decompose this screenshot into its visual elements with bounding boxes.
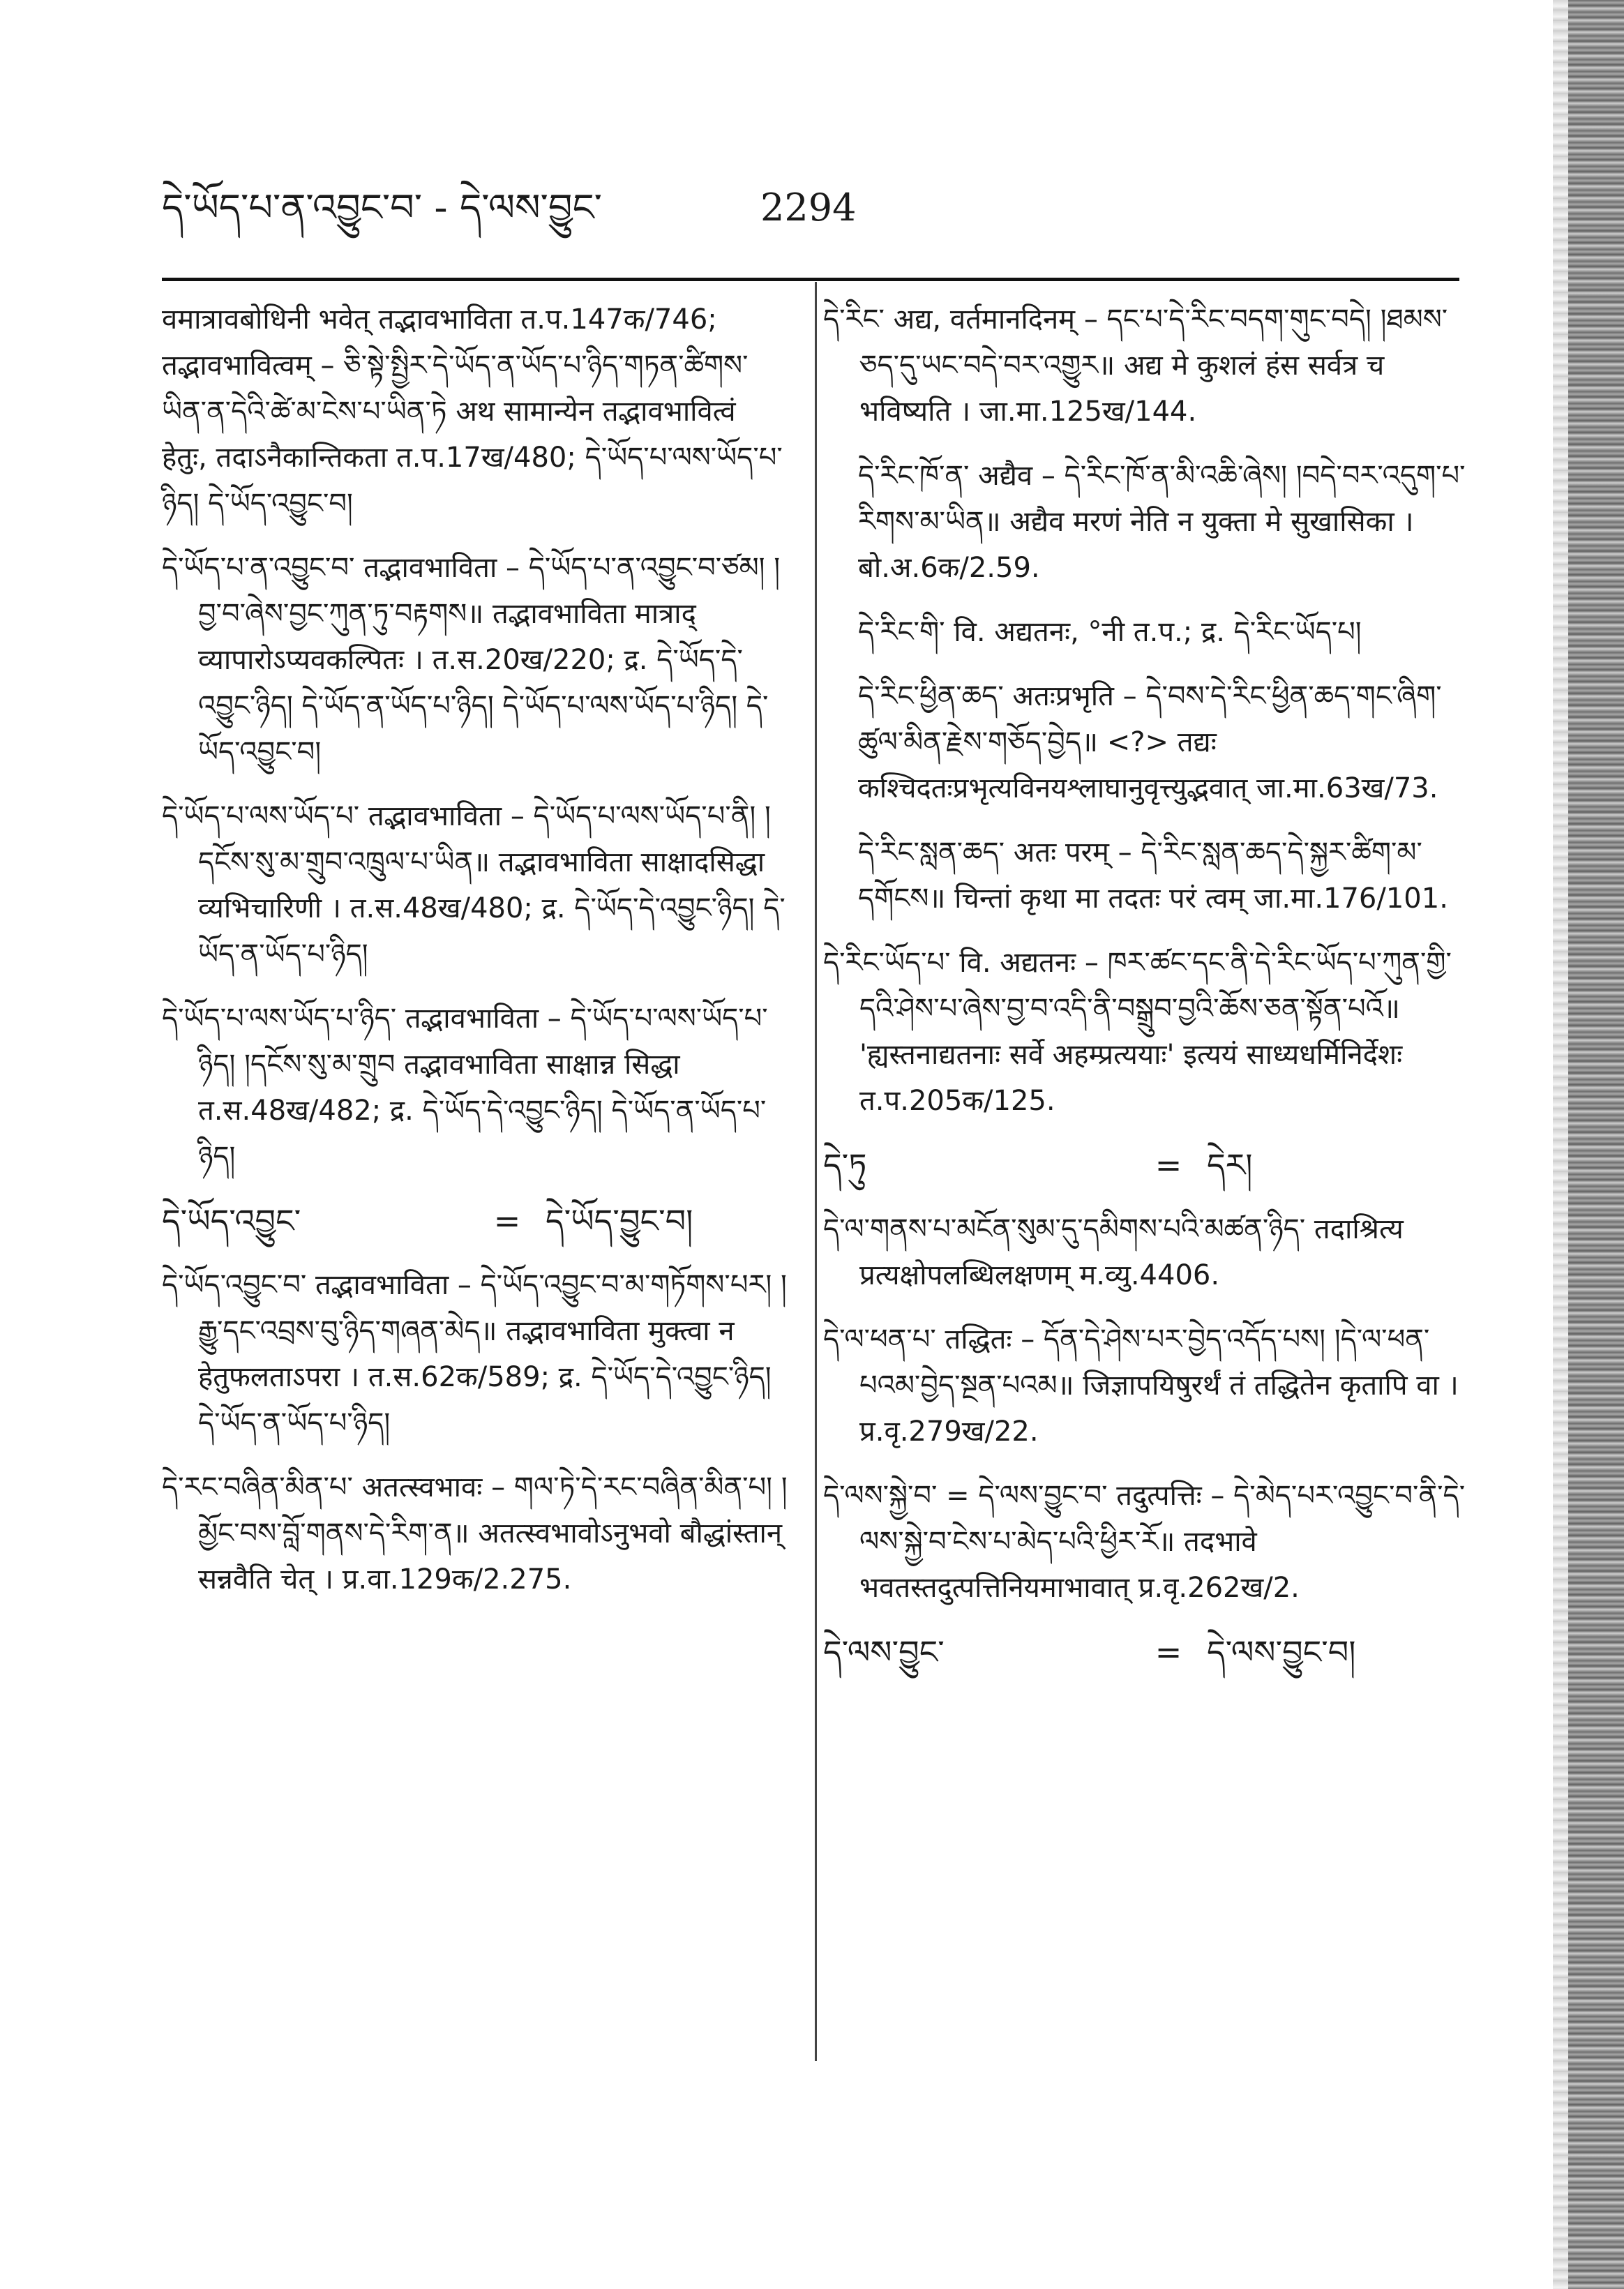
- sub-entry: དེ་རིང་གི་ वि. अद्यतनः, °नी त.प.; द्र. དེ་རིང་ཡོད་པ།: [858, 616, 1362, 648]
- xref-target: དེར།: [1207, 1146, 1253, 1184]
- entry: དེ་རིང་ཡོད་པ་ वि. अद्यतनः – ཁར་ཚང་དང་ནི་དེ་རིང་ཡོད་པ་ཀུན་གྱི་དའི་ཤེས་པ་ཞེས་བྱ་བ་འདི་ནི་བསྒྲུབ་བྱའི་ཆོས་ཅན་སྟོན་པའོ॥ 'ह्यस्तनाद्यतनाः सर्वे अहम्प्रत्ययाः' इत्ययं साध्यधर्मिनिर्देशः त.प.205क/125.: [823, 947, 1452, 1117]
- entry: དེ་རང་བཞིན་མིན་པ་ अतत्स्वभावः – གལ་ཏེ་དེ་རང་བཞིན་མིན་པ། །མྱོང་བས་བློ་གནས་དེ་རིག་ན॥ अतत्स्वभावोऽनुभवो बौद्धांस्तान् सन्नवैति चेत् । प्र.वा.129क/2.275.: [162, 1471, 788, 1596]
- xref-equals: =: [493, 1202, 521, 1240]
- sub-entry: དེ་རིང་ཁོ་ན་ अद्यैव – དེ་རིང་ཁོ་ན་མི་འཆི་ཞེས། །བདེ་བར་འདུག་པ་རིགས་མ་ཡིན॥ अद्यैव मरणं नेति न युक्ता मे सुखासिका । बो.अ.6क/2.59.: [858, 460, 1466, 584]
- running-head: དེ་ཡོད་པ་ན་འབྱུང་བ་ - དེ་ལས་བྱུང་: [162, 186, 602, 230]
- entry: དེ་རིང་ अद्य, वर्तमानदिनम् – དང་པ་དེ་རིང་བདག་གུང་བདེ། །ཐམས་ཅད་དུ་ཡང་བདེ་བར་འགྱུར॥ अद्य मे कुशलं हंस सर्वत्र च भविष्यति । जा.मा.125ख/144.: [823, 303, 1448, 428]
- right-column: [823, 297, 1472, 1693]
- column-divider: [815, 282, 817, 2061]
- header-rule: [162, 278, 1459, 281]
- xref-equals: =: [1155, 1146, 1182, 1184]
- left-column: [162, 297, 790, 1621]
- cross-reference: [823, 1142, 1472, 1188]
- entry: དེ་ལ་གནས་པ་མངོན་སུམ་དུ་དམིགས་པའི་མཚན་ཉིད་ तदाश्रित्य प्रत्यक्षोपलब्धिलक्षणम् म.व्यु.4406.: [823, 1213, 1404, 1291]
- sub-entry: དེ་རིང་སླན་ཆད་ अतः परम् – དེ་རིང་སླན་ཆད་དེ་སྐྱར་ཚིག་མ་དགོངས॥ चिन्तां कृथा मा तदतः परं त्वम् जा.मा.176/101.: [858, 836, 1448, 915]
- cross-reference: [823, 1629, 1472, 1675]
- entry: དེ་ལ་ཕན་པ་ तद्धितः – དོན་དེ་ཤེས་པར་བྱེད་འདོད་པས། །དེ་ལ་ཕན་པའམ་བྱེད་སྔན་པའམ॥ जिज्ञापयिषुरर्थं तं तद्धितेन कृतापि वा । प्र.वृ.279ख/22.: [823, 1323, 1459, 1448]
- xref-headword: དེ་ཡོད་འབྱུང་: [162, 1202, 301, 1240]
- xref-target: དེ་ལས་བྱུང་བ།: [1207, 1633, 1356, 1671]
- scan-edge-binding: [1568, 0, 1624, 2289]
- xref-headword: དེ་ཏུ: [823, 1146, 867, 1184]
- scan-edge-shadow: [1553, 0, 1568, 2289]
- page-number: 2294: [760, 186, 857, 230]
- sub-entry: དེ་རིང་ཕྱིན་ཆད་ अतःप्रभृति – དེ་བས་དེ་རིང་ཕྱིན་ཆད་གང་ཞིག་ཚུལ་མིན་རྗེས་གཅོད་བྱེད॥ <?> तद्यः कश्चिदतःप्रभृत्यविनयश्लाघानुवृत्त्युद्भवात् जा.मा.63ख/73.: [858, 680, 1442, 804]
- xref-headword: དེ་ལས་བྱུང་: [823, 1633, 945, 1671]
- entry: དེ་ལས་སྐྱེ་བ་ = དེ་ལས་བྱུང་བ་ तदुत्पत्तिः – དེ་མེད་པར་འབྱུང་བ་ནི་དེ་ལས་སྐྱེ་བ་ངེས་པ་མེད་པའི་ཕྱིར་རོ॥ तदभावे भवतस्तदुत्पत्तिनियमाभावात् प्र.वृ.262ख/2.: [823, 1480, 1466, 1604]
- entry: དེ་ཡོད་པ་ལས་ཡོད་པ་ तद्भावभाविता – དེ་ཡོད་པ་ལས་ཡོད་པ་ནི། །དངོས་སུ་མ་གྲུབ་འཁྲུལ་པ་ཡིན॥ तद्भावभाविता साक्षादसिद्धा व्यभिचारिणी । त.स.48ख/480; द्र. དེ་ཡོད་དེ་འབྱུང་ཉིད། དེ་ཡོད་ན་ཡོད་པ་ཉིད།: [162, 800, 785, 970]
- cross-reference: [162, 1198, 790, 1244]
- entry-continuation: वमात्रावबोधिनी भवेत् तद्भावभाविता त.प.147क/746; तद्भावभावित्वम् – ཅི་སྟེ་སྤྱིར་དེ་ཡོད་ན་ཡོད་པ་ཉིད་གཏན་ཚིགས་ཡིན་ན་དེའི་ཚེ་མ་ངེས་པ་ཡིན་ཏེ अथ सामान्येन तद्भावभावित्वं हेतुः, तदाऽनैकान्तिकता त.प.17ख/480; དེ་ཡོད་པ་ལས་ཡོད་པ་ཉིད། དེ་ཡོད་འབྱུང་བ།: [162, 303, 783, 520]
- xref-equals: =: [1155, 1633, 1182, 1671]
- entry: དེ་ཡོད་པ་ལས་ཡོད་པ་ཉིད་ तद्भावभाविता – དེ་ཡོད་པ་ལས་ཡོད་པ་ཉིད། །དངོས་སུ་མ་གྲུབ तद्भावभाविता साक्षान्न सिद्धा त.स.48ख/482; द्र. དེ་ཡོད་དེ་འབྱུང་ཉིད། དེ་ཡོད་ན་ཡོད་པ་ཉིད།: [162, 1003, 768, 1173]
- entry: དེ་ཡོད་འབྱུང་བ་ तद्भावभाविता – དེ་ཡོད་འབྱུང་བ་མ་གཏོགས་པར། །རྒྱུ་དང་འབྲས་བུ་ཉིད་གཞན་མེད॥ तद्भावभाविता मुक्त्वा न हेतुफलताऽपरा । त.स.62क/589; द्र. དེ་ཡོད་དེ་འབྱུང་ཉིད། དེ་ཡོད་ན་ཡོད་པ་ཉིད།: [162, 1269, 787, 1439]
- entry: དེ་ཡོད་པ་ན་འབྱུང་བ་ तद्भावभाविता – དེ་ཡོད་པ་ན་འབྱུང་བ་ཙམ། །བྱ་བ་ཞེས་བྱང་ཀུན་ཏུ་བརྟགས॥ तद्भावभाविता मात्राद् व्यापारोऽप्यवकल्पितः । त.स.20ख/220; द्र. དེ་ཡོད་དེ་འབྱུང་ཉིད། དེ་ཡོད་ན་ཡོད་པ་ཉིད། དེ་ཡོད་པ་ལས་ཡོད་པ་ཉིད། དེ་ཡོད་འབྱུང་བ།: [162, 552, 781, 768]
- xref-target: དེ་ཡོད་བྱུང་བ།: [546, 1202, 693, 1240]
